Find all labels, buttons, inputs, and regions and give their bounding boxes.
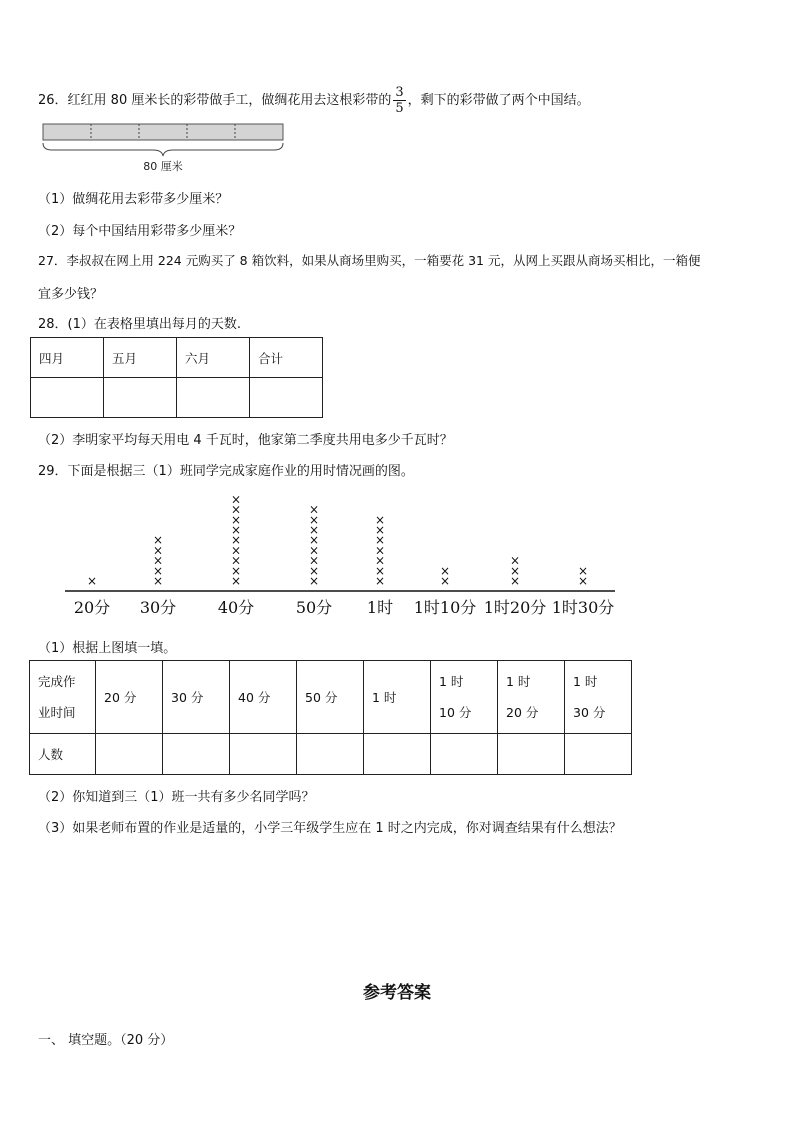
answer-title: 参考答案: [363, 983, 431, 1003]
count-cell[interactable]: [230, 734, 297, 775]
plot-mark: ×: [308, 574, 320, 588]
plot-mark: ×: [374, 543, 386, 558]
q26-text-after: ，剩下的彩带做了两个中国结。: [407, 93, 590, 108]
plot-mark: ×: [439, 563, 451, 578]
plot-mark: ×: [308, 502, 320, 517]
plot-mark: ×: [230, 502, 242, 517]
plot-mark: ×: [230, 574, 242, 588]
plot-mark: ×: [230, 543, 242, 558]
plot-mark: ×: [152, 563, 164, 578]
plot-mark: ×: [230, 553, 242, 568]
plot-mark: ×: [230, 523, 242, 537]
plot-tick-label: 1时30分: [551, 598, 615, 617]
q26-text-before: 26．红红用 80 厘米长的彩带做手工，做绸花用去这根彩带的: [38, 93, 392, 108]
q28-sub2: （2）李明家平均每天用电 4 千瓦时，他家第二季度共用电多少千瓦时？: [38, 433, 453, 448]
count-cell[interactable]: [364, 734, 431, 775]
time-header: 1 时: [364, 661, 431, 734]
plot-mark: ×: [374, 563, 386, 578]
q28-sub1: 28．(1）在表格里填出每月的天数.: [38, 317, 242, 332]
plot-tick-label: 50分: [295, 598, 333, 617]
header-april: 四月: [31, 338, 104, 378]
count-cell[interactable]: [297, 734, 364, 775]
days-cell[interactable]: [177, 378, 250, 418]
answer-section-heading: 一、 填空题。（20 分）: [38, 1033, 174, 1048]
plot-mark: ×: [577, 563, 589, 578]
days-cell[interactable]: [250, 378, 323, 418]
plot-tick-label: 30分: [139, 598, 177, 617]
plot-mark: ×: [308, 553, 320, 568]
plot-tick-label: 40分: [217, 598, 255, 617]
plot-mark: ×: [509, 574, 521, 588]
plot-mark: ×: [152, 574, 164, 588]
count-cell[interactable]: [163, 734, 230, 775]
q26-sub2: （2）每个中国结用彩带多少厘米？: [38, 224, 242, 239]
plot-mark: ×: [230, 492, 242, 507]
days-cell[interactable]: [31, 378, 104, 418]
count-cell[interactable]: [498, 734, 565, 775]
time-header: 20 分: [96, 661, 163, 734]
plot-mark: ×: [230, 563, 242, 578]
q27-line1: 27．李叔叔在网上用 224 元购买了 8 箱饮料，如果从商场里购买，一箱要花 31 元，从网上买跟从商场买相比，一箱便: [38, 253, 701, 268]
header-total: 合计: [250, 338, 323, 378]
q29-sub3: （3）如果老师布置的作业是适量的，小学三年级学生应在 1 时之内完成，你对调查结果有什么想法？: [38, 821, 622, 836]
homework-time-table: [29, 660, 632, 775]
row-label-count: 人数: [30, 734, 96, 775]
ribbon-diagram: [40, 120, 290, 175]
plot-mark: ×: [152, 543, 164, 558]
count-cell[interactable]: [96, 734, 163, 775]
q27-line2: 宜多少钱？: [38, 287, 104, 302]
count-cell[interactable]: [431, 734, 498, 775]
q26-text: [38, 85, 590, 116]
q29-intro: 29．下面是根据三（1）班同学完成家庭作业的用时情况画的图。: [38, 464, 414, 479]
plot-mark: ×: [374, 574, 386, 588]
plot-tick-label: 1时20分: [483, 598, 547, 617]
days-cell[interactable]: [104, 378, 177, 418]
plot-tick-label: 1时: [366, 598, 394, 617]
header-june: 六月: [177, 338, 250, 378]
header-may: 五月: [104, 338, 177, 378]
month-days-table: [30, 337, 323, 418]
plot-mark: ×: [374, 523, 386, 537]
plot-tick-label: 20分: [73, 598, 111, 617]
plot-mark: ×: [509, 553, 521, 568]
time-header: 1 时 10 分: [431, 661, 498, 734]
plot-mark: ×: [374, 553, 386, 568]
q29-sub1: （1）根据上图填一填。: [38, 641, 177, 656]
bar-length-label: 80 厘米: [143, 160, 183, 173]
fraction: $\frac{3}{5}$: [395, 85, 404, 116]
plot-mark: ×: [308, 512, 320, 527]
time-header: 1 时 20 分: [498, 661, 565, 734]
plot-mark: ×: [308, 523, 320, 537]
plot-mark: ×: [308, 543, 320, 558]
plot-mark: ×: [374, 533, 386, 548]
plot-mark: ×: [86, 574, 98, 588]
q26-sub1: （1）做绸花用去彩带多少厘米？: [38, 192, 229, 207]
plot-mark: ×: [509, 563, 521, 578]
plot-mark: ×: [308, 533, 320, 548]
time-header: 1 时 30 分: [565, 661, 632, 734]
plot-tick-label: 1时10分: [413, 598, 477, 617]
plot-mark: ×: [152, 553, 164, 568]
time-header: 50 分: [297, 661, 364, 734]
plot-mark: ×: [152, 533, 164, 548]
q29-sub2: （2）你知道到三（1）班一共有多少名同学吗？: [38, 790, 315, 805]
plot-mark: ×: [439, 574, 451, 588]
plot-mark: ×: [374, 512, 386, 527]
count-cell[interactable]: [565, 734, 632, 775]
time-header: 30 分: [163, 661, 230, 734]
row-label-time: 完成作 业时间: [30, 661, 96, 734]
plot-mark: ×: [230, 533, 242, 548]
time-header: 40 分: [230, 661, 297, 734]
plot-mark: ×: [577, 574, 589, 588]
plot-mark: ×: [308, 563, 320, 578]
homework-time-line-plot: [60, 485, 620, 620]
plot-mark: ×: [230, 512, 242, 527]
